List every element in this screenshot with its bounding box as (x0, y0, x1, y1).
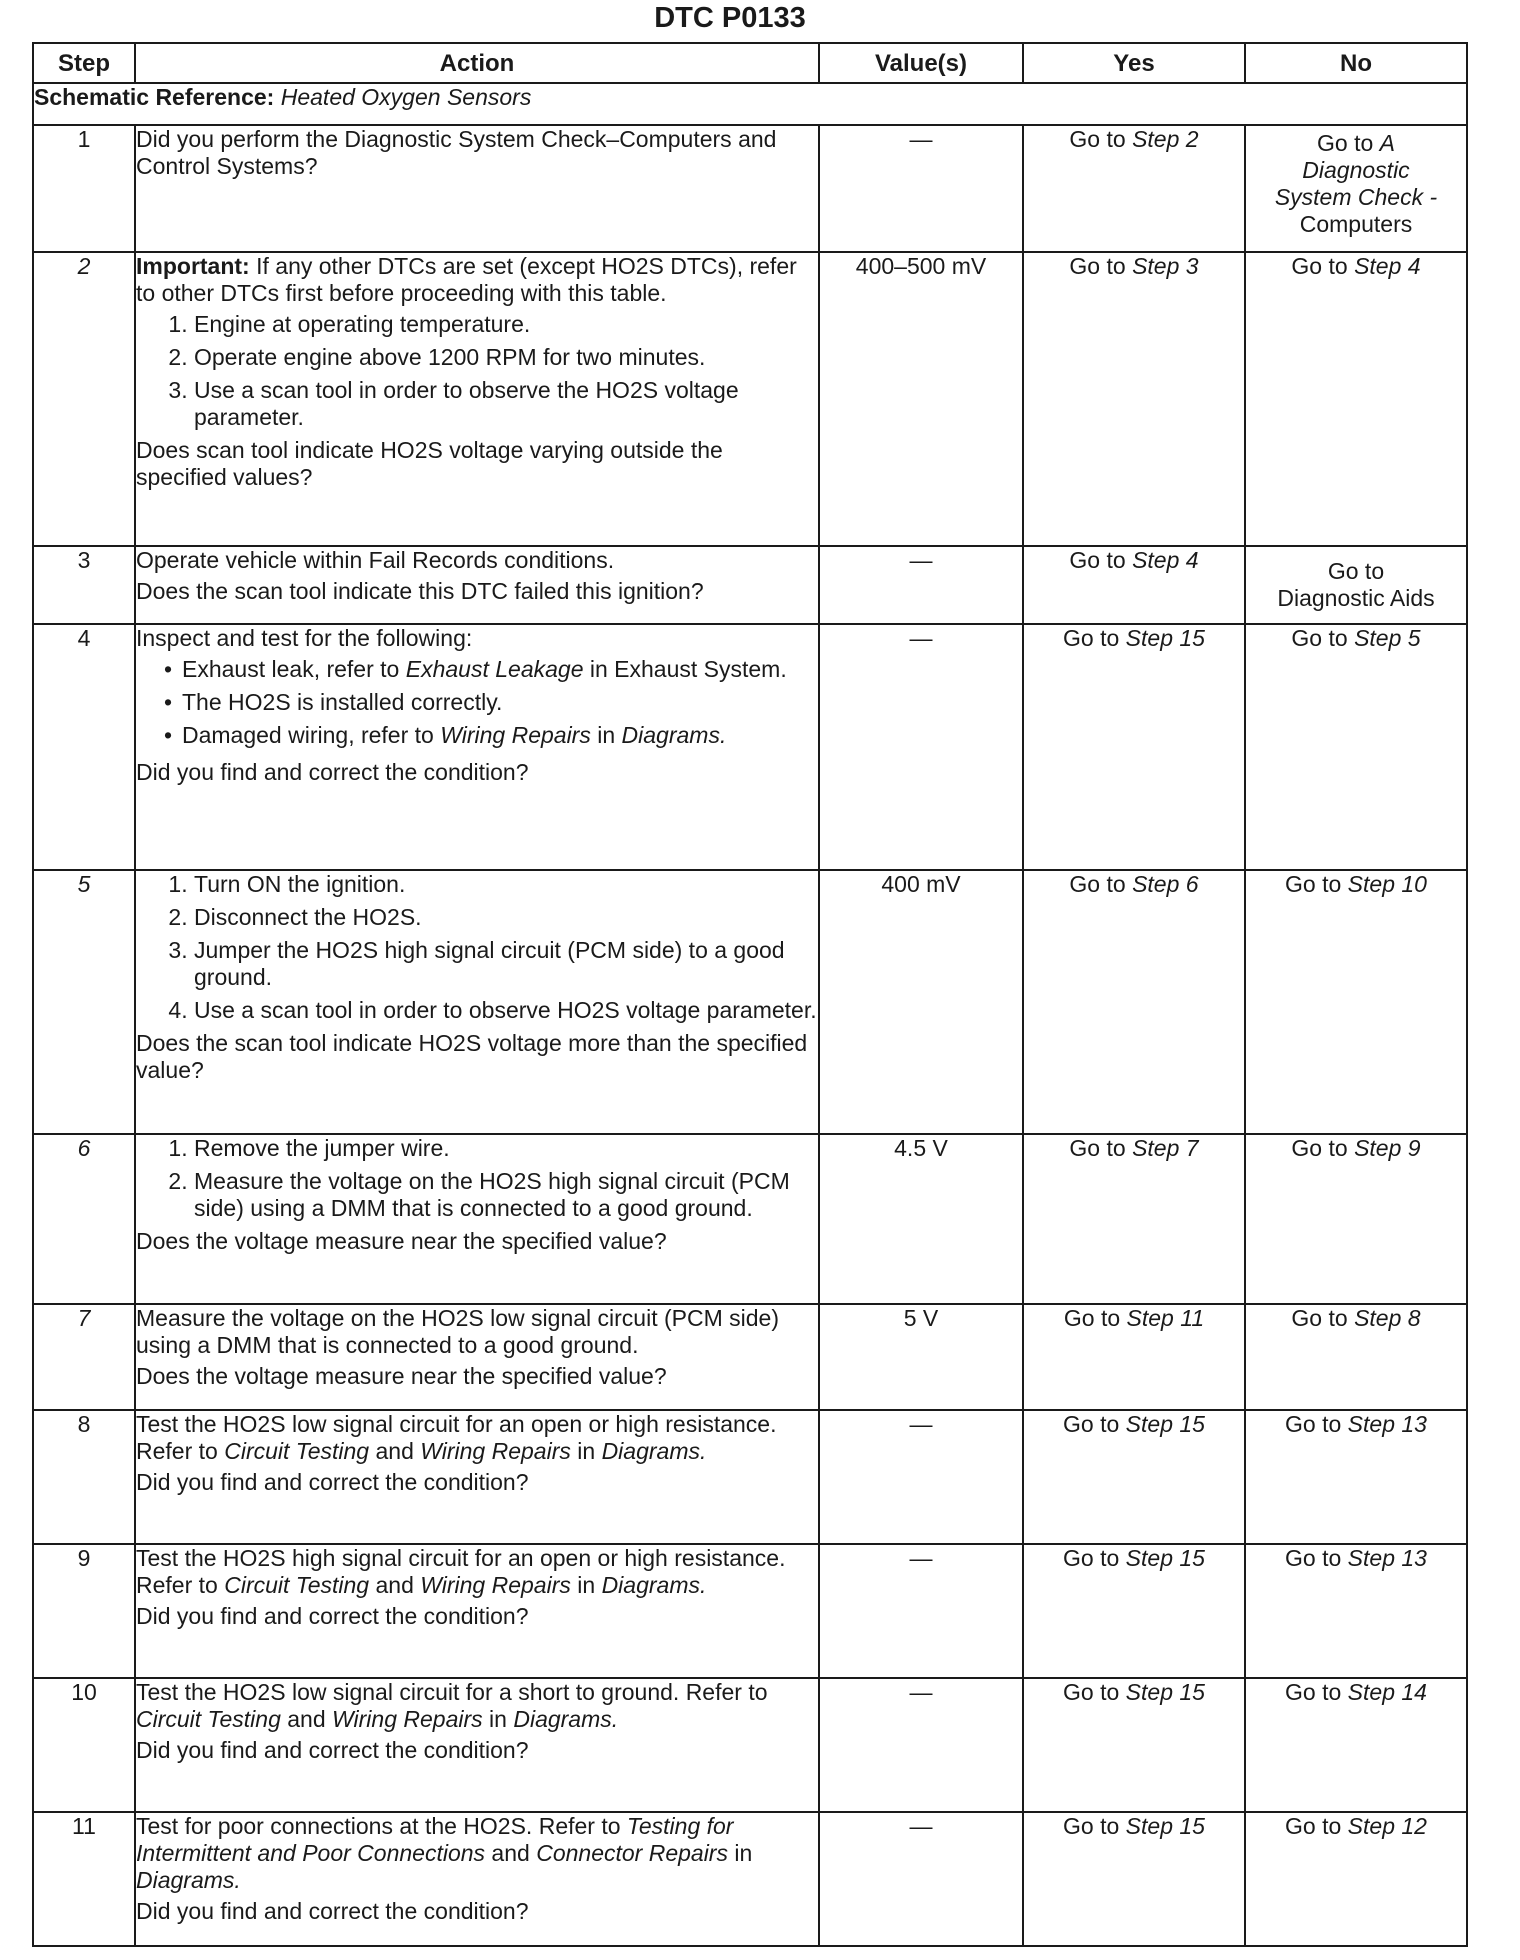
action-cell (135, 1134, 819, 1304)
question-text: Does the voltage measure near the specified value? (136, 1363, 667, 1389)
text-run: Test for poor connections at the HO2S. Refer to (136, 1813, 627, 1839)
action-text (136, 1411, 818, 1465)
value-cell: — (819, 624, 1023, 870)
list-item: 4. Use a scan tool in order to observe HO2S voltage parameter. (194, 997, 818, 1024)
no-cell (1245, 870, 1467, 1134)
action-cell (135, 870, 819, 1134)
no-prefix: Go to (1285, 1411, 1348, 1437)
no-cell (1245, 1544, 1467, 1678)
value-cell: 400–500 mV (819, 252, 1023, 546)
text-run: Test the HO2S low signal circuit for a short to ground. Refer to (136, 1679, 768, 1705)
list-item: • The HO2S is installed correctly. (182, 689, 818, 716)
list-item: 1. Turn ON the ignition. (194, 871, 818, 898)
no-cell (1245, 1304, 1467, 1410)
value-cell: 400 mV (819, 870, 1023, 1134)
step-number: 6 (33, 1134, 135, 1304)
text-run: in (570, 1572, 602, 1598)
yes-cell (1023, 1678, 1245, 1812)
text-run: Exhaust leak, refer to (182, 656, 406, 682)
action-text: Operate vehicle within Fail Records conditions. (136, 547, 615, 573)
no-target: Step 13 (1347, 1411, 1427, 1437)
yes-cell (1023, 546, 1245, 624)
action-text: Measure the voltage on the HO2S low signal circuit (PCM side) using a DMM that is connected to a good ground. (136, 1305, 780, 1358)
yes-prefix: Go to (1063, 1545, 1126, 1571)
reference-link: Circuit Testing (224, 1438, 370, 1464)
header-row (33, 43, 1467, 83)
yes-prefix: Go to (1063, 1679, 1126, 1705)
text-run: and (369, 1438, 421, 1464)
no-cell (1245, 1134, 1467, 1304)
col-values-header: Value(s) (819, 43, 1023, 83)
col-yes-header: Yes (1023, 43, 1245, 83)
question-text: Did you find and correct the condition? (136, 1603, 529, 1629)
question-text: Does the scan tool indicate this DTC failed this ignition? (136, 578, 704, 604)
step-number: 3 (33, 546, 135, 624)
no-prefix: Go to (1285, 871, 1348, 897)
step-number: 1 (33, 125, 135, 252)
table-row (33, 1134, 1467, 1304)
numbered-steps (136, 311, 818, 437)
yes-cell (1023, 624, 1245, 870)
schematic-label: Schematic Reference: (34, 84, 275, 110)
step-number: 2 (33, 252, 135, 546)
no-line: System Check - (1274, 184, 1438, 210)
table-row (33, 546, 1467, 624)
yes-target: Step 15 (1125, 625, 1205, 651)
value-cell: 4.5 V (819, 1134, 1023, 1304)
question-text: Did you find and correct the condition? (136, 759, 529, 785)
no-target: Step 13 (1347, 1545, 1427, 1571)
schematic-reference (33, 83, 1467, 125)
list-item: 3. Jumper the HO2S high signal circuit (PCM side) to a good ground. (194, 937, 818, 991)
no-cell (1245, 1410, 1467, 1544)
action-cell (135, 1678, 819, 1812)
action-cell (135, 624, 819, 870)
action-cell (135, 252, 819, 546)
yes-cell (1023, 1410, 1245, 1544)
action-cell (135, 1812, 819, 1946)
yes-target: Step 11 (1126, 1305, 1205, 1331)
text-run: and (369, 1572, 421, 1598)
yes-cell (1023, 1134, 1245, 1304)
col-no-header: No (1245, 43, 1467, 83)
question-text: Does scan tool indicate HO2S voltage varying outside the specified values? (136, 437, 723, 490)
yes-cell (1023, 125, 1245, 252)
yes-target: Step 15 (1125, 1411, 1205, 1437)
no-line: Go to (1317, 130, 1380, 156)
yes-target: Step 6 (1132, 871, 1199, 897)
no-line: Diagnostic Aids (1277, 585, 1435, 611)
no-prefix: Go to (1291, 253, 1355, 279)
list-item: 1. Engine at operating temperature. (194, 311, 818, 338)
yes-prefix: Go to (1063, 1411, 1126, 1437)
yes-cell (1023, 1544, 1245, 1678)
text-run: and (485, 1840, 537, 1866)
action-text (136, 1813, 818, 1894)
page-title: DTC P0133 (654, 2, 806, 34)
no-prefix: Go to (1291, 625, 1355, 651)
no-prefix: Go to (1285, 1545, 1348, 1571)
question-text: Did you find and correct the condition? (136, 1469, 529, 1495)
list-item (182, 656, 818, 683)
action-cell (135, 546, 819, 624)
table-row (33, 125, 1467, 252)
list-item: 3. Use a scan tool in order to observe the HO2S voltage parameter. (194, 377, 818, 431)
list-item: 2. Measure the voltage on the HO2S high signal circuit (PCM side) using a DMM that is connected to a good ground. (194, 1168, 818, 1222)
step-number: 11 (33, 1812, 135, 1946)
yes-cell (1023, 252, 1245, 546)
reference-link: Diagrams. (601, 1438, 707, 1464)
yes-target: Step 3 (1132, 253, 1199, 279)
action-text (136, 1545, 818, 1599)
action-cell (135, 1304, 819, 1410)
value-cell: — (819, 125, 1023, 252)
yes-prefix: Go to (1063, 1813, 1126, 1839)
question-text: Does the voltage measure near the specified value? (136, 1228, 667, 1254)
value-cell: 5 V (819, 1304, 1023, 1410)
question-text: Did you find and correct the condition? (136, 1898, 529, 1924)
no-line-italic: A (1379, 130, 1395, 156)
yes-cell (1023, 1812, 1245, 1946)
action-text: Inspect and test for the following: (136, 625, 473, 651)
no-target: Step 14 (1347, 1679, 1427, 1705)
text-run: in (482, 1706, 514, 1732)
no-target: Step 10 (1347, 871, 1427, 897)
no-cell (1245, 546, 1467, 624)
no-line: Diagnostic (1302, 157, 1410, 183)
no-prefix: Go to (1285, 1679, 1348, 1705)
action-text: Did you perform the Diagnostic System Check–Computers and Control Systems? (136, 126, 777, 179)
step-number: 5 (33, 870, 135, 1134)
value-cell: — (819, 1410, 1023, 1544)
reference-link: Diagrams. (513, 1706, 619, 1732)
col-step-header: Step (33, 43, 135, 83)
no-line: Go to (1327, 558, 1385, 584)
important-text: If any other DTCs are set (except HO2S DTCs), refer to other DTCs first before proceeding with this table. (136, 253, 797, 306)
reference-link: Exhaust Leakage (405, 656, 584, 682)
yes-prefix: Go to (1069, 126, 1133, 152)
reference-link: Wiring Repairs (440, 722, 591, 748)
question-text: Did you find and correct the condition? (136, 1737, 529, 1763)
reference-link: Diagrams. (136, 1867, 241, 1893)
numbered-steps (136, 1135, 818, 1228)
list-item (182, 722, 818, 749)
yes-target: Step 7 (1132, 1135, 1199, 1161)
text-run: Test the HO2S low signal circuit for an open or high resistance. Refer to (136, 1411, 777, 1464)
reference-link: Circuit Testing (136, 1706, 281, 1732)
no-cell (1245, 125, 1467, 252)
step-number: 9 (33, 1544, 135, 1678)
list-item: 2. Disconnect the HO2S. (194, 904, 818, 931)
action-cell (135, 1410, 819, 1544)
text-run: in (570, 1438, 602, 1464)
schematic-value: Heated Oxygen Sensors (280, 84, 532, 110)
reference-link: Diagrams. (621, 722, 727, 748)
yes-prefix: Go to (1069, 871, 1133, 897)
text-run: in Exhaust System. (583, 656, 787, 682)
no-prefix: Go to (1291, 1305, 1355, 1331)
value-cell: — (819, 1678, 1023, 1812)
table-row (33, 1812, 1467, 1946)
yes-target: Step 4 (1132, 547, 1199, 573)
no-target: Step 8 (1354, 1305, 1421, 1331)
step-number: 10 (33, 1678, 135, 1812)
bullet-list (136, 656, 818, 755)
important-label: Important: (136, 253, 250, 279)
value-cell: — (819, 1812, 1023, 1946)
reference-link: Diagrams. (601, 1572, 707, 1598)
yes-target: Step 15 (1125, 1813, 1205, 1839)
action-cell (135, 1544, 819, 1678)
yes-prefix: Go to (1069, 547, 1133, 573)
yes-prefix: Go to (1069, 1135, 1133, 1161)
value-cell: — (819, 546, 1023, 624)
table-row (33, 252, 1467, 546)
reference-link: Connector Repairs (536, 1840, 728, 1866)
list-item: 1. Remove the jumper wire. (194, 1135, 818, 1162)
yes-prefix: Go to (1063, 625, 1126, 651)
step-number: 4 (33, 624, 135, 870)
no-cell (1245, 624, 1467, 870)
table-row (33, 870, 1467, 1134)
question-text: Does the scan tool indicate HO2S voltage more than the specified value? (136, 1030, 808, 1083)
table-row (33, 1544, 1467, 1678)
yes-target: Step 2 (1132, 126, 1199, 152)
yes-prefix: Go to (1063, 1305, 1127, 1331)
no-target: Step 5 (1354, 625, 1421, 651)
important-note (136, 253, 818, 307)
yes-prefix: Go to (1069, 253, 1133, 279)
text-run: in (727, 1840, 753, 1866)
no-target: Step 4 (1354, 253, 1421, 279)
no-target: Step 9 (1354, 1135, 1421, 1161)
reference-link: Testing for Intermittent and Poor Connections (136, 1813, 734, 1866)
value-cell: — (819, 1544, 1023, 1678)
no-cell (1245, 1812, 1467, 1946)
no-line: Computers (1299, 211, 1413, 237)
step-number: 8 (33, 1410, 135, 1544)
text-run: and (280, 1706, 333, 1732)
no-target: Step 12 (1347, 1813, 1427, 1839)
reference-link: Wiring Repairs (332, 1706, 483, 1732)
table-row (33, 1410, 1467, 1544)
text-run: in (590, 722, 622, 748)
numbered-steps (136, 871, 818, 1030)
dtc-table (32, 42, 1468, 1947)
reference-link: Wiring Repairs (420, 1438, 571, 1464)
table-row (33, 624, 1467, 870)
text-run: Damaged wiring, refer to (182, 722, 441, 748)
list-item: 2. Operate engine above 1200 RPM for two minutes. (194, 344, 818, 371)
yes-target: Step 15 (1125, 1679, 1205, 1705)
yes-cell (1023, 870, 1245, 1134)
yes-target: Step 15 (1125, 1545, 1205, 1571)
text-run: Test the HO2S high signal circuit for an open or high resistance. Refer to (136, 1545, 786, 1598)
yes-cell (1023, 1304, 1245, 1410)
no-prefix: Go to (1291, 1135, 1355, 1161)
no-prefix: Go to (1285, 1813, 1348, 1839)
reference-link: Wiring Repairs (420, 1572, 571, 1598)
action-text (136, 1679, 818, 1733)
reference-link: Circuit Testing (224, 1572, 370, 1598)
col-action-header: Action (135, 43, 819, 83)
table-row (33, 1304, 1467, 1410)
table-row (33, 1678, 1467, 1812)
action-cell (135, 125, 819, 252)
no-cell (1245, 252, 1467, 546)
schematic-row (33, 83, 1467, 125)
no-cell (1245, 1678, 1467, 1812)
step-number: 7 (33, 1304, 135, 1410)
